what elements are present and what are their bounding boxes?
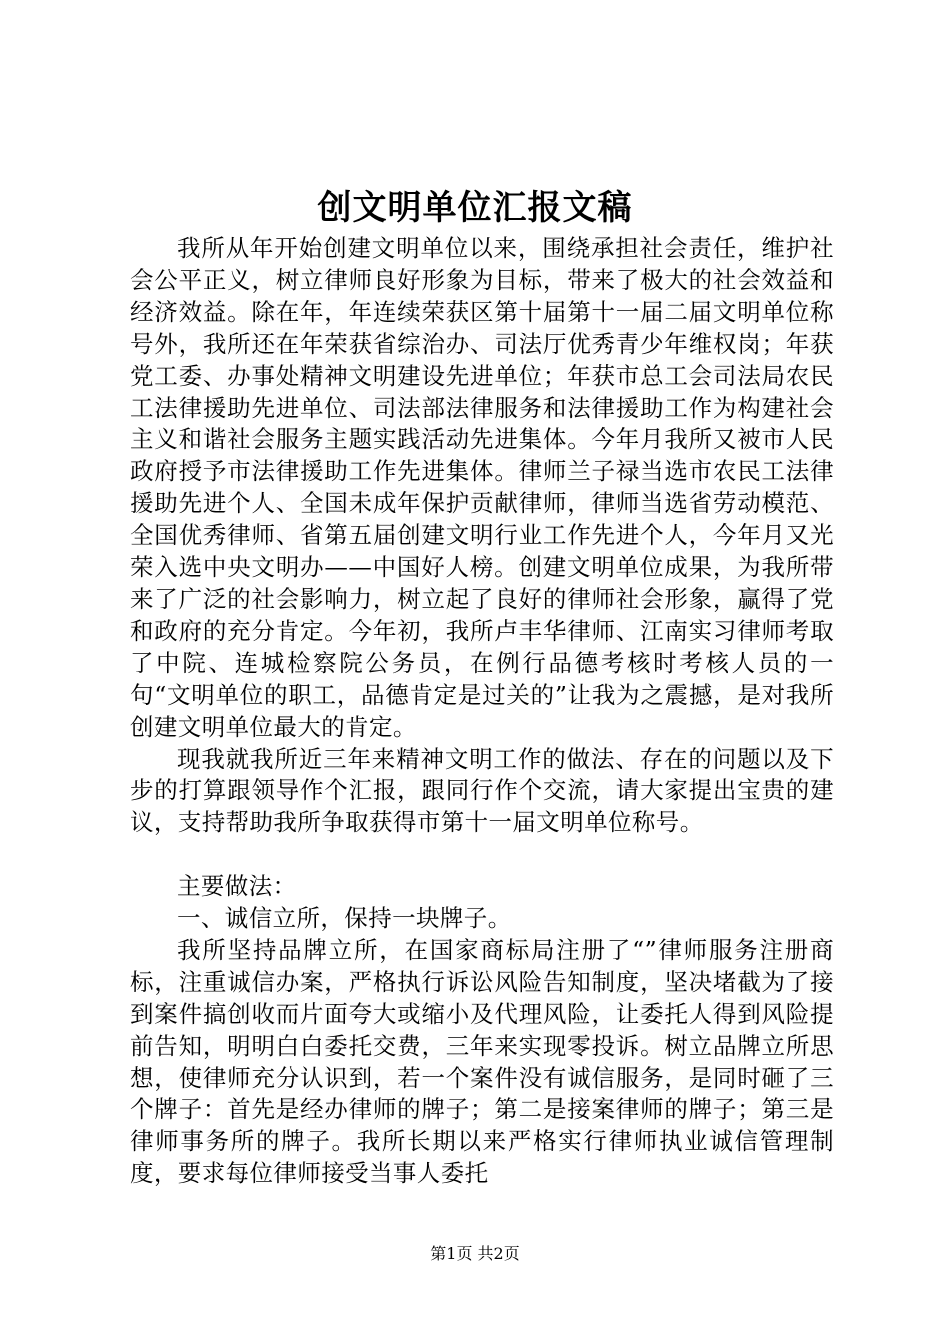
document-body: [130, 233, 834, 1190]
paragraph-intro: 我所从年开始创建文明单位以来，围绕承担社会责任，维护社会公平正义，树立律师良好形象为目标，带来了极大的社会效益和经济效益。除在年，年连续荣获区第十届第十一届二届文明单位称号外，我所还在年荣获省综治办、司法厅优秀青少年维权岗；年获党工委、办事处精神文明建设先进单位；年获市总工会司法局农民工法律援助先进单位、司法部法律服务和法律援助工作为构建社会主义和谐社会服务主题实践活动先进集体。今年月我所又被市人民政府授予市法律援助工作先进集体。律师兰子禄当选市农民工法律援助先进个人、全国未成年保护贡献律师，律师当选省劳动模范、全国优秀律师、省第五届创建文明行业工作先进个人，今年月又光荣入选中央文明办——中国好人榜。创建文明单位成果，为我所带来了广泛的社会影响力，树立起了良好的律师社会形象，赢得了党和政府的充分肯定。今年初，我所卢丰华律师、江南实习律师考取了中院、连城检察院公务员，在例行品德考核时考核人员的一句“文明单位的职工，品德肯定是过关的”让我为之震撼，是对我所创建文明单位最大的肯定。: [130, 234, 834, 741]
blank-line: [130, 839, 834, 871]
section-heading-1: 一、诚信立所，保持一块牌子。: [177, 904, 512, 933]
page-number-footer: 第1页 共2页: [430, 1244, 520, 1263]
document-title: 创文明单位汇报文稿: [317, 188, 633, 228]
section-heading-main: 主要做法：: [177, 872, 297, 901]
paragraph-report: 现我就我所近三年来精神文明工作的做法、存在的问题以及下步的打算跟领导作个汇报，跟同行作个交流，请大家提出宝贵的建议，支持帮助我所争取获得市第十一届文明单位称号。: [130, 744, 834, 837]
paragraph-integrity: 我所坚持品牌立所，在国家商标局注册了“”律师服务注册商标，注重诚信办案，严格执行诉讼风险告知制度，坚决堵截为了接到案件搞创收而片面夸大或缩小及代理风险，让委托人得到风险提前告知，明明白白委托交费，三年来实现零投诉。树立品牌立所思想，使律师充分认识到，若一个案件没有诚信服务，是同时砸了三个牌子：首先是经办律师的牌子；第二是接案律师的牌子；第三是律师事务所的牌子。我所长期以来严格实行律师执业诚信管理制度，要求每位律师接受当事人委托: [130, 935, 834, 1188]
